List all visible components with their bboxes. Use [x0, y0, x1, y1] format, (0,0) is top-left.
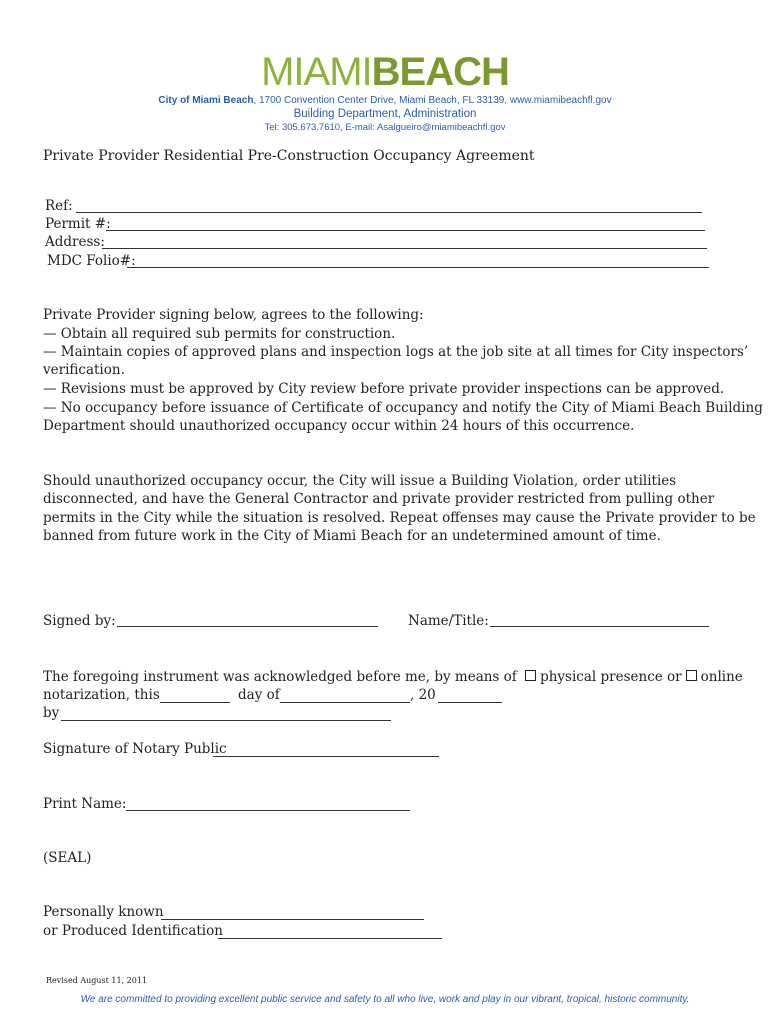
agreement-item-3: — Revisions must be approved by City review before private provider inspections can be approved.: [43, 381, 725, 397]
notary-line-2b: day of: [238, 687, 280, 703]
produced-id-label: or Produced Identification: [43, 923, 223, 939]
document-title: Private Provider Residential Pre-Construction Occupancy Agreement: [43, 148, 535, 164]
permit-field-line[interactable]: [106, 230, 705, 231]
address-label: Address:: [45, 234, 105, 250]
online-checkbox[interactable]: [686, 670, 697, 681]
header-address: City of Miami Beach, 1700 Convention Center Drive, Miami Beach, FL 33139, www.miamibeachfl.gov: [158, 95, 612, 106]
agreement-intro: Private Provider signing below, agrees to the following:: [43, 307, 424, 323]
personally-known-field-line[interactable]: [161, 919, 424, 920]
agreement-item-2a: — Maintain copies of approved plans and inspection logs at the job site at all times for City inspectors’: [43, 344, 749, 360]
produced-id-field-line[interactable]: [218, 938, 442, 939]
ref-field-line[interactable]: [76, 212, 702, 213]
signed-by-field-line[interactable]: [117, 626, 378, 627]
notary-day-field-line[interactable]: [160, 702, 230, 703]
agreement-item-4b: Department should unauthorized occupancy occur within 24 hours of this occurrence.: [43, 418, 635, 434]
violation-line-4: banned from future work in the City of Miami Beach for an undetermined amount of time.: [43, 528, 661, 544]
physical-presence-label: physical presence or: [540, 669, 682, 685]
notary-by-field-line[interactable]: [61, 720, 391, 721]
online-label: online: [700, 669, 743, 685]
notary-year-field-line[interactable]: [438, 702, 502, 703]
print-name-label: Print Name:: [43, 796, 127, 812]
signed-by-label: Signed by:: [43, 613, 116, 629]
agreement-item-4a: — No occupancy before issuance of Certificate of occupancy and notify the City of Miami Beach Building: [43, 400, 763, 416]
name-title-field-line[interactable]: [490, 626, 709, 627]
header-department: Building Department, Administration: [293, 108, 477, 120]
agreement-item-2b: verification.: [43, 362, 125, 378]
revised-date: Revised August 11, 2011: [46, 976, 148, 985]
name-title-label: Name/Title:: [408, 613, 489, 629]
notary-line-2a: notarization, this: [43, 687, 160, 703]
agreement-item-1: — Obtain all required sub permits for construction.: [43, 326, 396, 342]
miami-beach-logo: MIAMIBEACH: [261, 50, 509, 94]
ref-label: Ref:: [45, 198, 73, 214]
violation-line-3: permits in the City while the situation is resolved. Repeat offenses may cause the Private provider to be: [43, 510, 756, 526]
notary-signature-field-line[interactable]: [213, 756, 439, 757]
address-field-line[interactable]: [102, 248, 707, 249]
notary-signature-label: Signature of Notary Public: [43, 741, 227, 757]
physical-presence-checkbox[interactable]: [525, 670, 536, 681]
seal-label: (SEAL): [43, 850, 92, 866]
personally-known-label: Personally known: [43, 904, 164, 920]
notary-by-label: by: [43, 705, 60, 721]
header-city: City of Miami Beach: [158, 95, 254, 106]
violation-line-1: Should unauthorized occupancy occur, the City will issue a Building Violation, order utilities: [43, 473, 677, 489]
violation-line-2: disconnected, and have the General Contractor and private provider restricted from pulling other: [43, 491, 715, 507]
notary-month-field-line[interactable]: [280, 702, 410, 703]
notary-line-2c: , 20: [410, 687, 436, 703]
permit-label: Permit #:: [45, 216, 111, 232]
header-contact: Tel: 305.673.7610, E-mail: Asalgueiro@miamibeachfl.gov: [264, 122, 506, 133]
notary-line-1: The foregoing instrument was acknowledged before me, by means of physical presence or online: [43, 669, 743, 685]
folio-field-line[interactable]: [127, 267, 709, 268]
footer-tagline: We are committed to providing excellent public service and safety to all who live, work and play in our vibrant, tropical, historic community.: [80, 994, 690, 1005]
print-name-field-line[interactable]: [126, 810, 410, 811]
folio-label: MDC Folio#:: [47, 253, 136, 269]
